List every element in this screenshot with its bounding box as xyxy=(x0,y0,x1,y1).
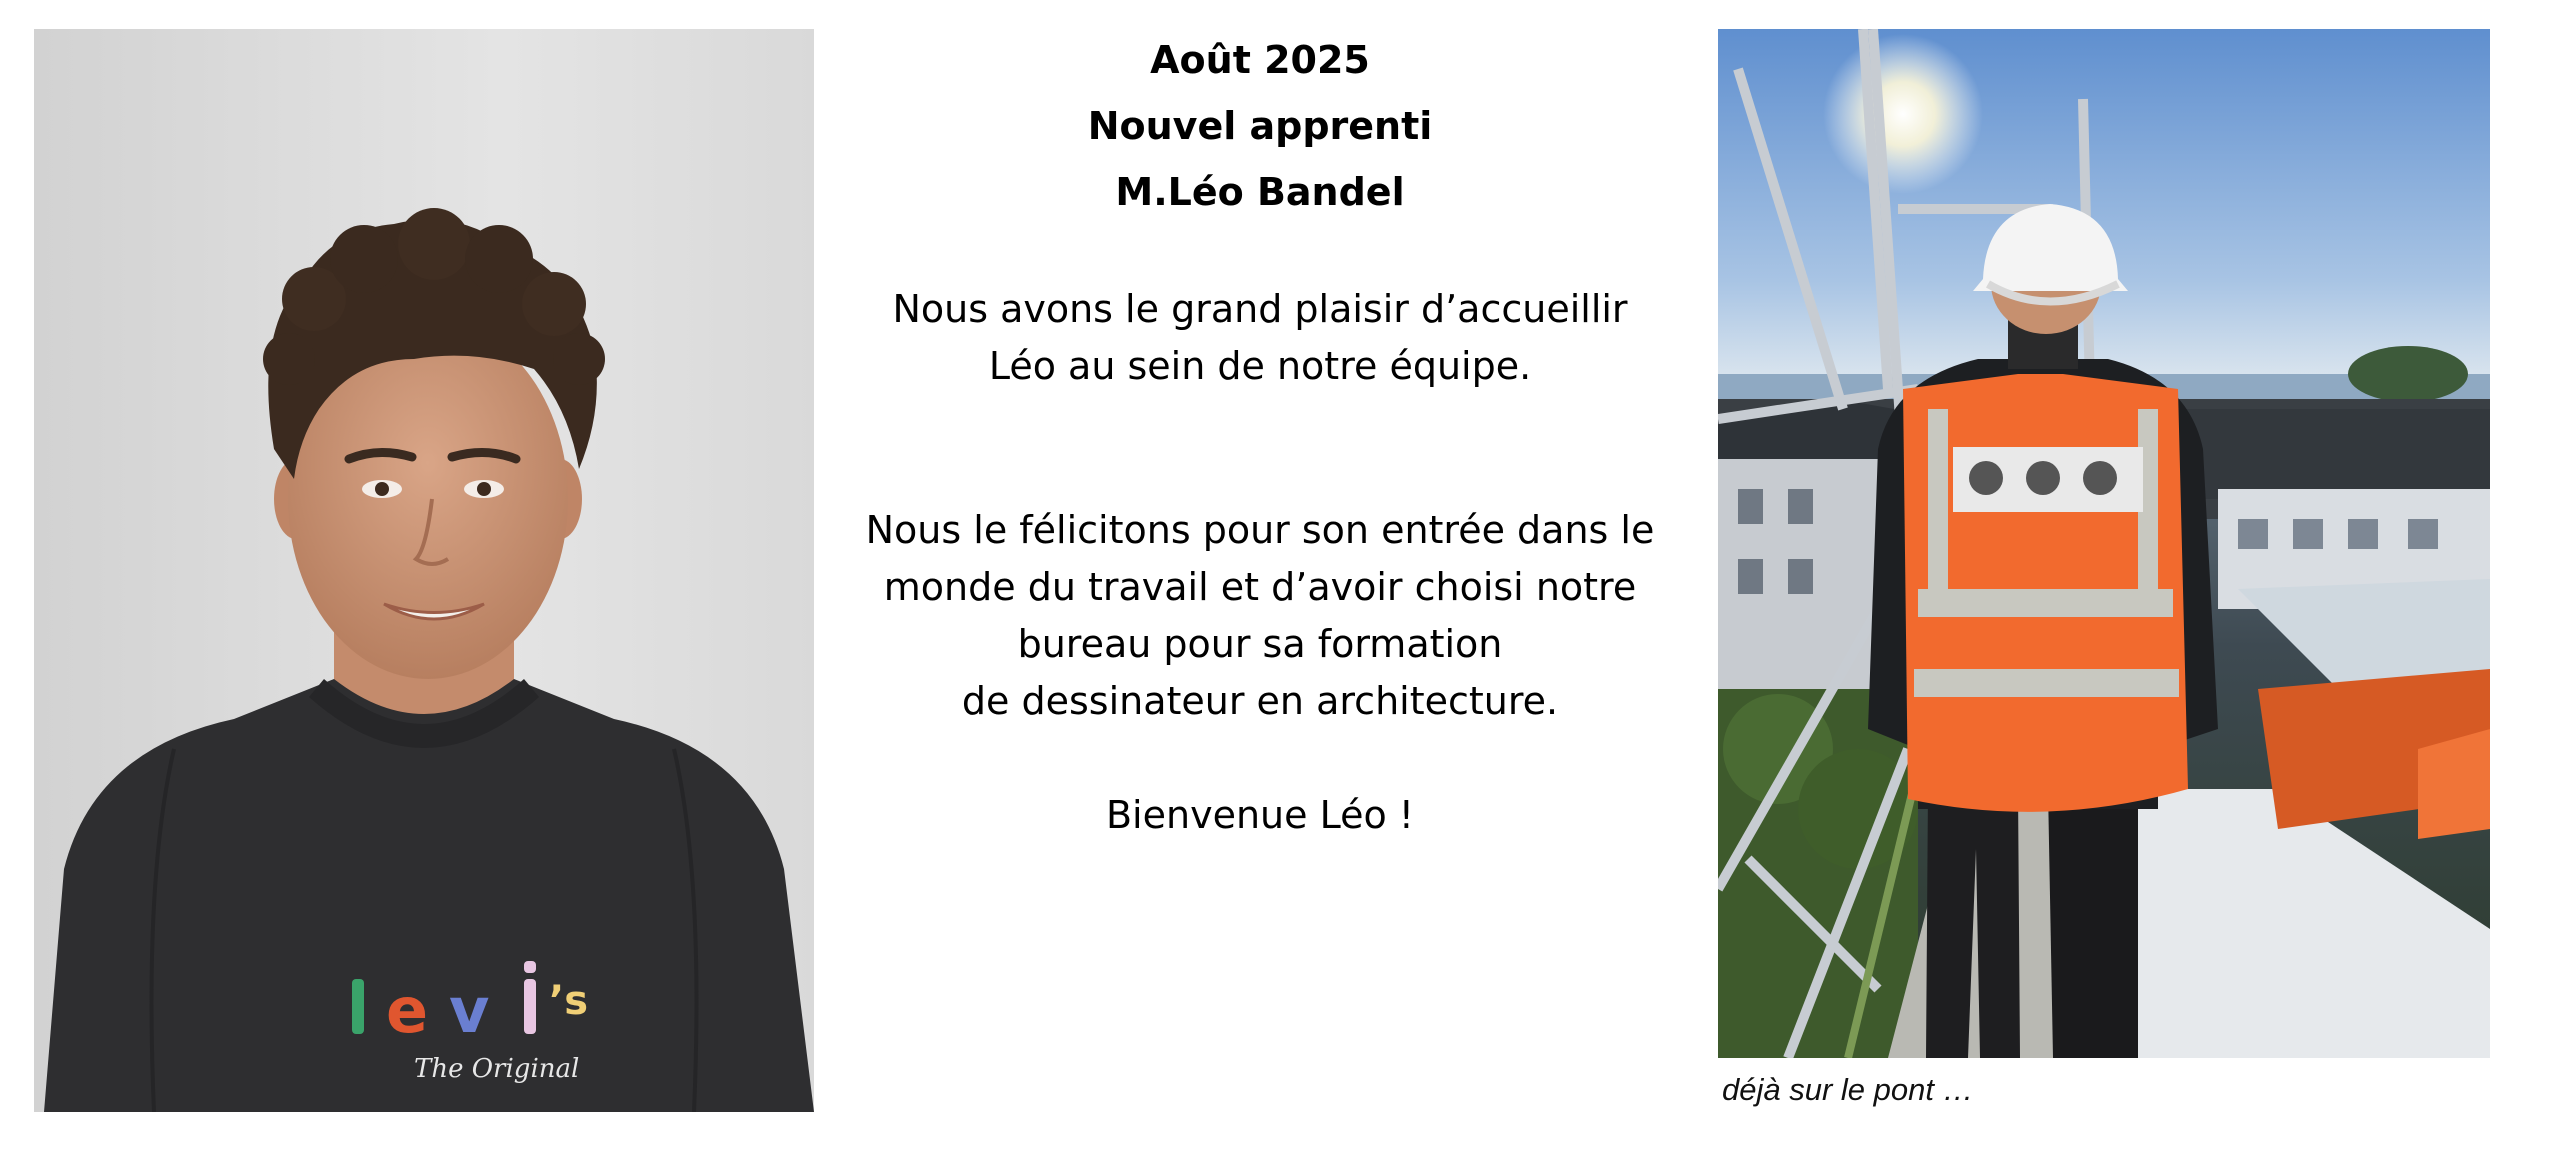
congrats-line-3: bureau pour sa formation xyxy=(1017,622,1503,666)
announcement-text xyxy=(830,0,1690,844)
date-heading: Août 2025 xyxy=(1150,38,1370,82)
svg-text:The Original: The Original xyxy=(414,1054,580,1084)
closing-line: Bienvenue Léo ! xyxy=(1105,793,1415,837)
site-photo xyxy=(1718,29,2490,1058)
site-illustration xyxy=(1718,29,2490,1058)
svg-text:’s: ’s xyxy=(549,978,589,1024)
title-heading: Nouvel apprenti xyxy=(1087,104,1433,148)
portrait-illustration xyxy=(34,29,814,1112)
congrats-line-2: monde du travail et d’avoir choisi notre xyxy=(883,565,1637,609)
site-photo-caption: déjà sur le pont … xyxy=(1722,1072,1974,1107)
congrats-line-1: Nous le félicitons pour son entrée dans le xyxy=(865,508,1655,552)
congrats-line-4: de dessinateur en architecture. xyxy=(961,679,1559,723)
welcome-line-2: Léo au sein de notre équipe. xyxy=(988,344,1532,388)
welcome-line-1: Nous avons le grand plaisir d’accueillir xyxy=(892,287,1628,331)
portrait-photo xyxy=(34,29,814,1112)
name-heading: M.Léo Bandel xyxy=(1115,170,1405,214)
svg-text:v: v xyxy=(449,974,490,1047)
svg-text:e: e xyxy=(386,974,429,1047)
